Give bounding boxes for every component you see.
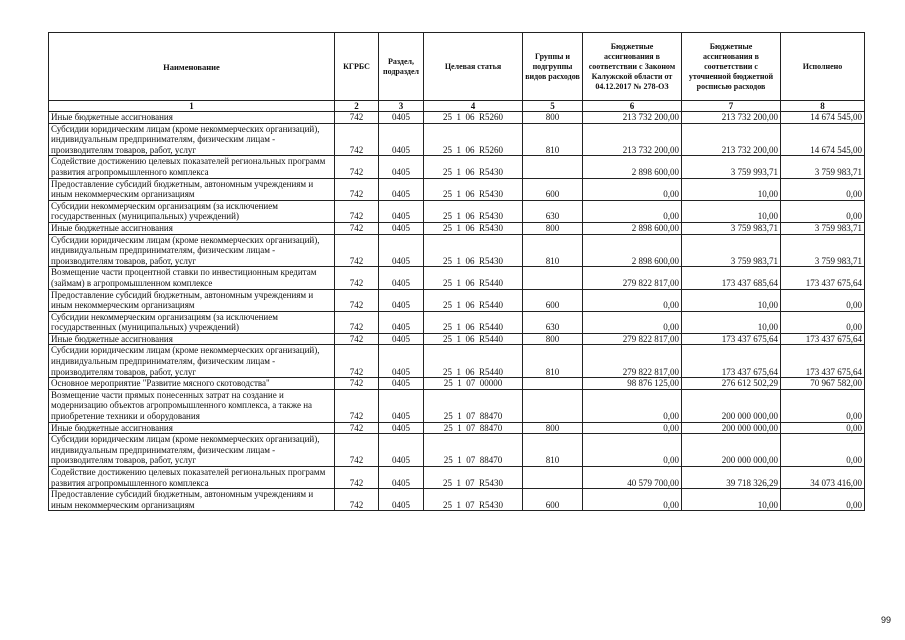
table-row (49, 112, 865, 124)
row-target: 25 1 06 R5440 (424, 333, 523, 345)
header-target: Целевая статья (424, 33, 523, 101)
row-executed-amount: 3 759 983,71 (781, 156, 865, 178)
header-kgrbs: КГРБС (335, 33, 379, 101)
row-kgrbs: 742 (335, 112, 379, 124)
row-section: 0405 (379, 200, 424, 222)
row-refined-amount: 10,00 (682, 289, 781, 311)
table-row (49, 333, 865, 345)
column-number: 1 (49, 101, 335, 112)
row-executed-amount: 0,00 (781, 289, 865, 311)
row-law-amount: 2 898 600,00 (583, 234, 682, 267)
column-number: 4 (424, 101, 523, 112)
row-section: 0405 (379, 489, 424, 511)
table-row (49, 345, 865, 378)
row-target: 25 1 06 R5430 (424, 234, 523, 267)
table-body (49, 112, 865, 511)
row-refined-amount: 276 612 502,29 (682, 378, 781, 390)
row-kgrbs: 742 (335, 156, 379, 178)
column-number: 6 (583, 101, 682, 112)
row-kgrbs: 742 (335, 222, 379, 234)
row-section: 0405 (379, 434, 424, 467)
row-refined-amount: 213 732 200,00 (682, 112, 781, 124)
row-kgrbs: 742 (335, 311, 379, 333)
row-group (523, 389, 583, 422)
row-target: 25 1 06 R5430 (424, 200, 523, 222)
row-group: 600 (523, 178, 583, 200)
row-law-amount: 279 822 817,00 (583, 345, 682, 378)
row-name: Предоставление субсидий бюджетным, автономным учреждениям и иным некоммерческим организациям (49, 178, 335, 200)
row-refined-amount: 10,00 (682, 311, 781, 333)
row-executed-amount: 70 967 582,00 (781, 378, 865, 390)
table-row (49, 123, 865, 156)
row-name: Иные бюджетные ассигнования (49, 422, 335, 434)
column-number: 8 (781, 101, 865, 112)
table-row (49, 467, 865, 489)
row-group: 800 (523, 112, 583, 124)
row-group: 810 (523, 234, 583, 267)
table-row (49, 289, 865, 311)
row-law-amount: 98 876 125,00 (583, 378, 682, 390)
header-executed: Исполнено (781, 33, 865, 101)
row-executed-amount: 3 759 983,71 (781, 222, 865, 234)
row-section: 0405 (379, 378, 424, 390)
column-number-row (49, 101, 865, 112)
row-group: 800 (523, 333, 583, 345)
row-target: 25 1 06 R5260 (424, 123, 523, 156)
row-group: 630 (523, 200, 583, 222)
row-target: 25 1 06 R5430 (424, 178, 523, 200)
row-kgrbs: 742 (335, 434, 379, 467)
row-target: 25 1 06 R5440 (424, 311, 523, 333)
row-law-amount: 279 822 817,00 (583, 333, 682, 345)
row-refined-amount: 200 000 000,00 (682, 434, 781, 467)
row-target: 25 1 06 R5440 (424, 289, 523, 311)
table-row (49, 378, 865, 390)
row-group: 810 (523, 345, 583, 378)
row-kgrbs: 742 (335, 234, 379, 267)
row-refined-amount: 173 437 685,64 (682, 267, 781, 289)
row-executed-amount: 0,00 (781, 311, 865, 333)
row-section: 0405 (379, 389, 424, 422)
row-kgrbs: 742 (335, 378, 379, 390)
row-group (523, 267, 583, 289)
row-kgrbs: 742 (335, 489, 379, 511)
table-row (49, 389, 865, 422)
table-row (49, 267, 865, 289)
table-row (49, 178, 865, 200)
row-name: Субсидии юридическим лицам (кроме некоммерческих организаций), индивидуальным предпринимателям, физическим лицам - производителям товаров, работ, услуг (49, 434, 335, 467)
row-kgrbs: 742 (335, 200, 379, 222)
row-refined-amount: 3 759 983,71 (682, 222, 781, 234)
row-law-amount: 0,00 (583, 289, 682, 311)
row-name: Субсидии юридическим лицам (кроме некоммерческих организаций), индивидуальным предпринимателям, физическим лицам - производителям товаров, работ, услуг (49, 345, 335, 378)
row-group (523, 467, 583, 489)
row-executed-amount: 173 437 675,64 (781, 345, 865, 378)
column-number: 7 (682, 101, 781, 112)
row-law-amount: 279 822 817,00 (583, 267, 682, 289)
row-law-amount: 0,00 (583, 422, 682, 434)
row-target: 25 1 07 88470 (424, 422, 523, 434)
row-refined-amount: 173 437 675,64 (682, 345, 781, 378)
table-row (49, 222, 865, 234)
row-name: Иные бюджетные ассигнования (49, 222, 335, 234)
row-refined-amount: 10,00 (682, 200, 781, 222)
row-target: 25 1 07 88470 (424, 389, 523, 422)
row-group: 810 (523, 434, 583, 467)
row-refined-amount: 39 718 326,29 (682, 467, 781, 489)
table-row (49, 434, 865, 467)
row-group: 800 (523, 422, 583, 434)
row-group: 600 (523, 489, 583, 511)
row-target: 25 1 07 R5430 (424, 467, 523, 489)
row-target: 25 1 06 R5440 (424, 267, 523, 289)
row-kgrbs: 742 (335, 123, 379, 156)
row-name: Субсидии некоммерческим организациям (за исключением государственных (муниципальных) учреждений) (49, 200, 335, 222)
row-executed-amount: 0,00 (781, 200, 865, 222)
row-executed-amount: 0,00 (781, 389, 865, 422)
row-target: 25 1 07 00000 (424, 378, 523, 390)
row-group: 810 (523, 123, 583, 156)
row-group: 600 (523, 289, 583, 311)
header-name: Наименование (49, 33, 335, 101)
row-name: Иные бюджетные ассигнования (49, 333, 335, 345)
row-law-amount: 0,00 (583, 434, 682, 467)
row-target: 25 1 07 88470 (424, 434, 523, 467)
column-number: 3 (379, 101, 424, 112)
row-name: Субсидии некоммерческим организациям (за исключением государственных (муниципальных) учреждений) (49, 311, 335, 333)
header-law: Бюджетные ассигнования в соответствии с Законом Калужской области от 04.12.2017 № 278-ОЗ (583, 33, 682, 101)
row-kgrbs: 742 (335, 267, 379, 289)
row-law-amount: 213 732 200,00 (583, 123, 682, 156)
row-refined-amount: 3 759 993,71 (682, 156, 781, 178)
column-number: 5 (523, 101, 583, 112)
row-executed-amount: 0,00 (781, 422, 865, 434)
row-target: 25 1 06 R5430 (424, 222, 523, 234)
row-name: Возмещение части прямых понесенных затрат на создание и модернизацию объектов агропромышленного комплекса, а также на приобретение техники и оборудования (49, 389, 335, 422)
row-section: 0405 (379, 289, 424, 311)
column-number: 2 (335, 101, 379, 112)
table-row (49, 422, 865, 434)
row-group (523, 156, 583, 178)
row-kgrbs: 742 (335, 178, 379, 200)
table-row (49, 311, 865, 333)
row-section: 0405 (379, 267, 424, 289)
header-refined: Бюджетные ассигнования в соответствии с уточненной бюджетной росписью расходов (682, 33, 781, 101)
row-section: 0405 (379, 234, 424, 267)
row-name: Возмещение части процентной ставки по инвестиционным кредитам (займам) в агропромышленном комплексе (49, 267, 335, 289)
row-name: Субсидии юридическим лицам (кроме некоммерческих организаций), индивидуальным предпринимателям, физическим лицам - производителям товаров, работ, услуг (49, 234, 335, 267)
table-row (49, 234, 865, 267)
row-section: 0405 (379, 345, 424, 378)
table-row (49, 200, 865, 222)
row-section: 0405 (379, 123, 424, 156)
row-executed-amount: 14 674 545,00 (781, 112, 865, 124)
row-section: 0405 (379, 422, 424, 434)
row-refined-amount: 10,00 (682, 489, 781, 511)
row-section: 0405 (379, 333, 424, 345)
row-executed-amount: 0,00 (781, 178, 865, 200)
row-name: Предоставление субсидий бюджетным, автономным учреждениям и иным некоммерческим организациям (49, 289, 335, 311)
row-law-amount: 0,00 (583, 489, 682, 511)
row-law-amount: 2 898 600,00 (583, 156, 682, 178)
row-refined-amount: 213 732 200,00 (682, 123, 781, 156)
row-law-amount: 213 732 200,00 (583, 112, 682, 124)
row-refined-amount: 200 000 000,00 (682, 389, 781, 422)
row-kgrbs: 742 (335, 422, 379, 434)
row-law-amount: 0,00 (583, 389, 682, 422)
row-law-amount: 0,00 (583, 178, 682, 200)
row-refined-amount: 10,00 (682, 178, 781, 200)
row-name: Содействие достижению целевых показателей региональных программ развития агропромышленного комплекса (49, 467, 335, 489)
row-law-amount: 2 898 600,00 (583, 222, 682, 234)
budget-table (48, 32, 865, 511)
row-executed-amount: 0,00 (781, 489, 865, 511)
row-executed-amount: 34 073 416,00 (781, 467, 865, 489)
header-groups: Группы и подгруппы видов расходов (523, 33, 583, 101)
table-row (49, 489, 865, 511)
row-name: Основное мероприятие "Развитие мясного скотоводства" (49, 378, 335, 390)
row-kgrbs: 742 (335, 467, 379, 489)
row-kgrbs: 742 (335, 289, 379, 311)
row-executed-amount: 0,00 (781, 434, 865, 467)
row-executed-amount: 14 674 545,00 (781, 123, 865, 156)
row-target: 25 1 06 R5430 (424, 156, 523, 178)
header-section: Раздел, подраздел (379, 33, 424, 101)
row-kgrbs: 742 (335, 333, 379, 345)
row-executed-amount: 173 437 675,64 (781, 267, 865, 289)
row-refined-amount: 200 000 000,00 (682, 422, 781, 434)
row-name: Иные бюджетные ассигнования (49, 112, 335, 124)
row-name: Содействие достижению целевых показателей региональных программ развития агропромышленного комплекса (49, 156, 335, 178)
row-law-amount: 0,00 (583, 311, 682, 333)
row-law-amount: 0,00 (583, 200, 682, 222)
row-refined-amount: 3 759 983,71 (682, 234, 781, 267)
row-section: 0405 (379, 112, 424, 124)
row-section: 0405 (379, 178, 424, 200)
row-group (523, 378, 583, 390)
row-name: Субсидии юридическим лицам (кроме некоммерческих организаций), индивидуальным предпринимателям, физическим лицам - производителям товаров, работ, услуг (49, 123, 335, 156)
row-section: 0405 (379, 222, 424, 234)
row-executed-amount: 3 759 983,71 (781, 234, 865, 267)
row-law-amount: 40 579 700,00 (583, 467, 682, 489)
row-refined-amount: 173 437 675,64 (682, 333, 781, 345)
row-executed-amount: 173 437 675,64 (781, 333, 865, 345)
row-target: 25 1 07 R5430 (424, 489, 523, 511)
row-section: 0405 (379, 156, 424, 178)
row-name: Предоставление субсидий бюджетным, автономным учреждениям и иным некоммерческим организациям (49, 489, 335, 511)
row-group: 630 (523, 311, 583, 333)
table-row (49, 156, 865, 178)
row-kgrbs: 742 (335, 389, 379, 422)
row-kgrbs: 742 (335, 345, 379, 378)
row-section: 0405 (379, 467, 424, 489)
row-target: 25 1 06 R5440 (424, 345, 523, 378)
page-number: 99 (880, 615, 891, 625)
row-target: 25 1 06 R5260 (424, 112, 523, 124)
row-section: 0405 (379, 311, 424, 333)
row-group: 800 (523, 222, 583, 234)
header-row (49, 33, 865, 101)
